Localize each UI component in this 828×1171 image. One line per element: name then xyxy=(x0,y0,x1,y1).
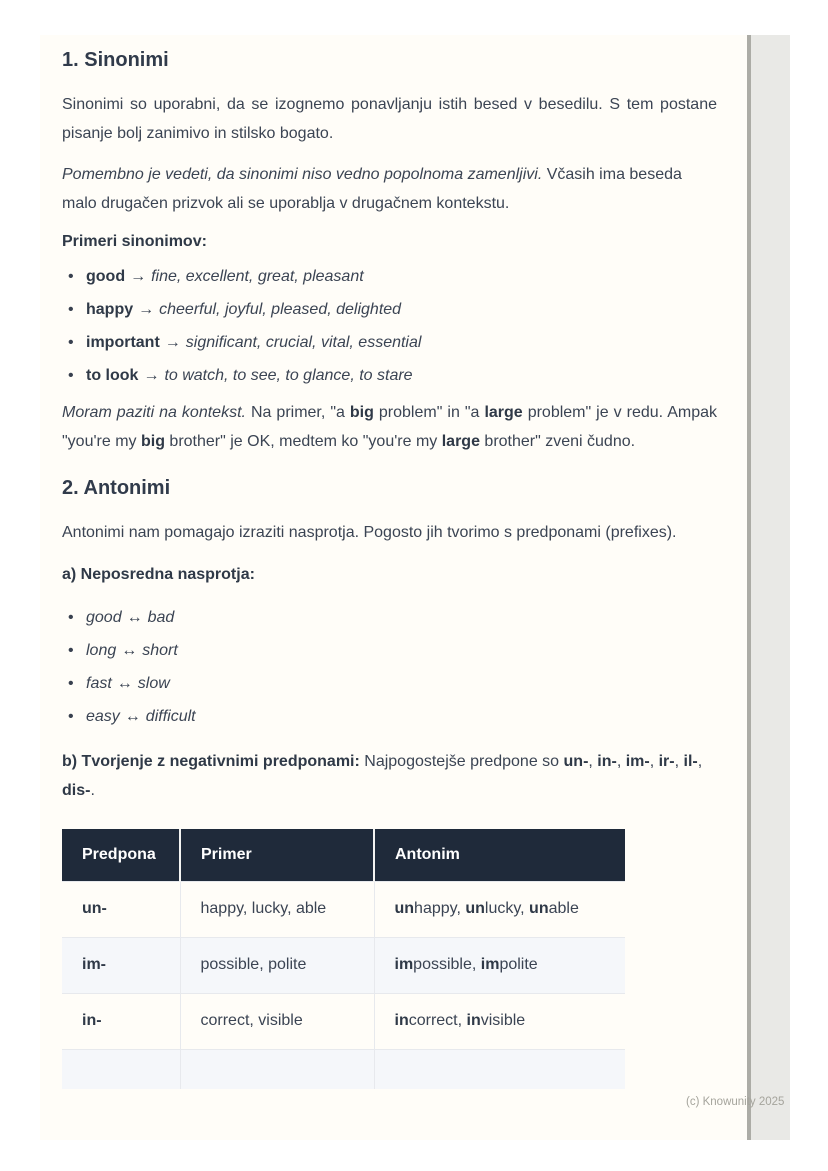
arrow-right: → xyxy=(138,301,155,318)
table-row xyxy=(62,993,625,1049)
antonym-word-a: easy xyxy=(86,708,120,725)
knowunity-watermark: (c) Knowunity 2025 xyxy=(686,1096,785,1108)
column-header-predpona: Predpona xyxy=(62,829,180,881)
cell-primer: happy, lucky, able xyxy=(180,881,374,937)
arrow-right: → xyxy=(130,268,147,285)
document-page xyxy=(40,35,747,1140)
arrow-both: ↔ xyxy=(116,675,133,692)
section-heading-sinonimi: 1. Sinonimi xyxy=(62,49,169,71)
synonym-values: cheerful, joyful, pleased, delighted xyxy=(159,301,402,318)
table-row xyxy=(62,937,625,993)
synonym-values: significant, crucial, vital, essential xyxy=(185,334,422,351)
synonym-values: fine, excellent, great, pleasant xyxy=(151,268,364,285)
examples-heading: Primeri sinonimov: xyxy=(62,233,207,250)
arrow-both: ↔ xyxy=(124,708,141,725)
list-item xyxy=(62,328,717,357)
list-item xyxy=(62,669,717,698)
antonyms-list xyxy=(62,603,717,731)
antonym-word-a: fast xyxy=(86,675,112,692)
cell-prefix: in- xyxy=(62,993,180,1049)
antonym-word-b: short xyxy=(142,642,178,659)
arrow-both: ↔ xyxy=(126,609,143,626)
synonym-word: important xyxy=(86,334,160,351)
note-regular-part: Včasih ima beseda malo drugačen prizvok ali se uporablja v drugačnem kontekstu. xyxy=(62,166,682,212)
cell-antonim: unhappy, unlucky, unable xyxy=(374,881,625,937)
synonym-word: to look xyxy=(86,367,139,384)
list-item xyxy=(62,702,717,731)
cell-prefix: un- xyxy=(62,881,180,937)
synonym-values: to watch, to see, to glance, to stare xyxy=(164,367,413,384)
paragraph-sinonimi-note xyxy=(62,160,717,218)
arrow-right: → xyxy=(164,334,181,351)
list-item xyxy=(62,262,717,291)
cell-primer: possible, polite xyxy=(180,937,374,993)
cell-antonim: impossible, impolite xyxy=(374,937,625,993)
cell-prefix: im- xyxy=(62,937,180,993)
antonym-word-a: long xyxy=(86,642,117,659)
synonym-word: happy xyxy=(86,301,134,318)
section-heading-antonimi: 2. Antonimi xyxy=(62,477,171,499)
note-italic-part: Pomembno je vedeti, da sinonimi niso vedno popolnoma zamenljivi. xyxy=(62,166,543,183)
table-row-partial xyxy=(62,1049,625,1089)
direct-opposites-heading: a) Neposredna nasprotja: xyxy=(62,566,255,583)
antonym-word-b: difficult xyxy=(145,708,196,725)
column-header-antonim: Antonim xyxy=(374,829,625,881)
prefix-table xyxy=(62,829,625,1089)
list-item xyxy=(62,361,717,390)
table-row xyxy=(62,881,625,937)
table-header-row xyxy=(62,829,625,881)
list-item xyxy=(62,295,717,324)
arrow-both: ↔ xyxy=(121,642,138,659)
cell-antonim: incorrect, invisible xyxy=(374,993,625,1049)
cell-primer: correct, visible xyxy=(180,993,374,1049)
synonyms-list xyxy=(62,262,717,390)
column-header-primer: Primer xyxy=(180,829,374,881)
synonym-word: good xyxy=(86,268,126,285)
antonym-word-a: good xyxy=(86,609,122,626)
antonym-word-b: bad xyxy=(147,609,175,626)
vertical-scrollbar[interactable] xyxy=(747,35,790,1140)
list-item xyxy=(62,636,717,665)
antonym-word-b: slow xyxy=(137,675,170,692)
paragraph-antonimi-intro: Antonimi nam pomagajo izraziti nasprotja. Pogosto jih tvorimo s predponami (prefixes). xyxy=(62,524,677,541)
arrow-right: → xyxy=(143,367,160,384)
paragraph-negative-prefixes: b) Tvorjenje z negativnimi predponami: Najpogostejše predpone so un-, in-, im-, ir-, il-, dis-. xyxy=(62,753,703,799)
list-item xyxy=(62,603,717,632)
paragraph-context-note: Moram paziti na kontekst. Na primer, "a big problem" in "a large problem" je v redu. Ampak "you're my big brother" je OK, medtem ko "you're my large brother" zveni čudno. xyxy=(62,404,718,450)
paragraph-sinonimi-intro: Sinonimi so uporabni, da se izognemo ponavljanju istih besed v besedilu. S tem postane pisanje bolj zanimivo in stilsko bogato. xyxy=(62,96,717,142)
